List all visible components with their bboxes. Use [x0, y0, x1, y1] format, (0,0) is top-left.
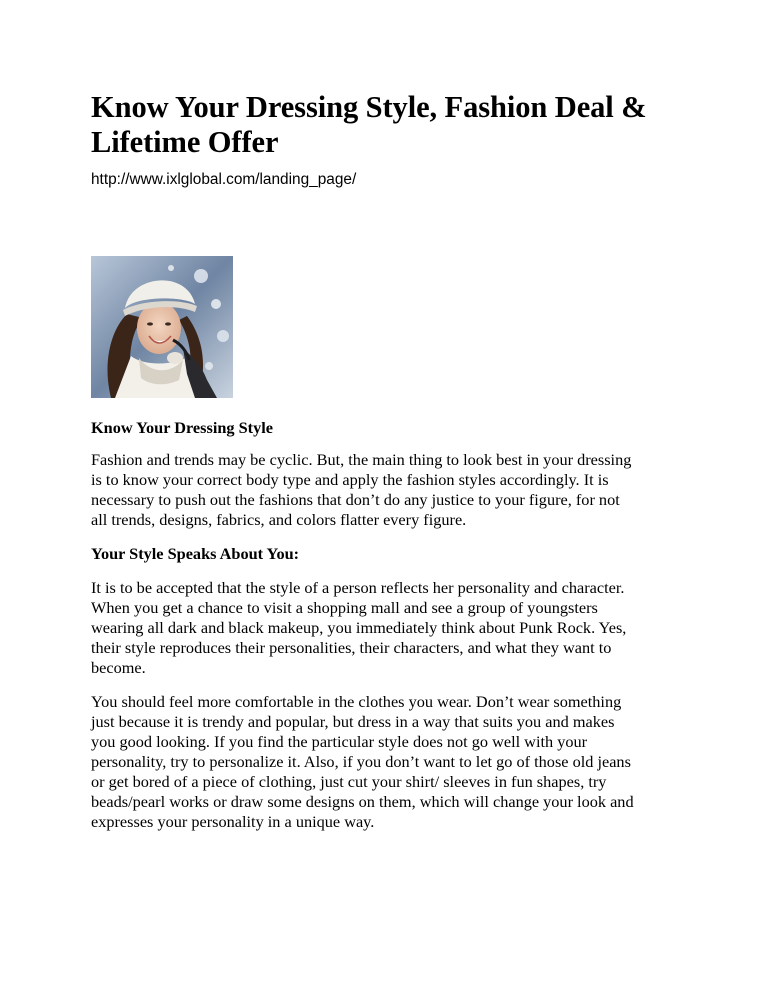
- text-line: become.: [91, 658, 146, 677]
- document-title: [91, 90, 691, 160]
- title-line: Know Your Dressing Style, Fashion Deal &: [91, 90, 647, 124]
- text-line: expresses your personality in a unique way.: [91, 812, 375, 831]
- text-line: all trends, designs, fabrics, and colors flatter every figure.: [91, 510, 467, 529]
- text-line: necessary to push out the fashions that don’t do any justice to your figure, for not: [91, 490, 620, 509]
- text-line: is to know your correct body type and apply the fashion styles accordingly. It is: [91, 470, 609, 489]
- text-line: You should feel more comfortable in the clothes you wear. Don’t wear something: [91, 692, 622, 711]
- document-content: [91, 90, 691, 832]
- text-line: just because it is trendy and popular, but dress in a way that suits you and makes: [91, 712, 615, 731]
- woman-winter-photo: [91, 256, 233, 398]
- text-line: Fashion and trends may be cyclic. But, the main thing to look best in your dressing: [91, 450, 632, 469]
- text-line: personality, try to personalize it. Also, if you don’t want to let go of those old jeans: [91, 752, 631, 771]
- title-line: Lifetime Offer: [91, 125, 279, 159]
- text-line: It is to be accepted that the style of a person reflects her personality and character.: [91, 578, 625, 597]
- paragraph-comfortable-clothes: [91, 692, 691, 832]
- paragraph-fashion-trends: [91, 450, 691, 530]
- text-line: their style reproduces their personalities, their characters, and what they want to: [91, 638, 612, 657]
- heading-dressing-style: Know Your Dressing Style: [91, 418, 273, 437]
- text-line: When you get a chance to visit a shopping mall and see a group of youngsters: [91, 598, 598, 617]
- landing-page-url[interactable]: http://www.ixlglobal.com/landing_page/: [91, 171, 357, 188]
- paragraph-style-personality: [91, 578, 691, 678]
- text-line: beads/pearl works or draw some designs on them, which will change your look and: [91, 792, 634, 811]
- text-line: or get bored of a piece of clothing, just cut your shirt/ sleeves in fun shapes, try: [91, 772, 607, 791]
- text-line: you good looking. If you find the particular style does not go well with your: [91, 732, 588, 751]
- text-line: wearing all dark and black makeup, you immediately think about Punk Rock. Yes,: [91, 618, 627, 637]
- heading-style-speaks: Your Style Speaks About You:: [91, 544, 300, 563]
